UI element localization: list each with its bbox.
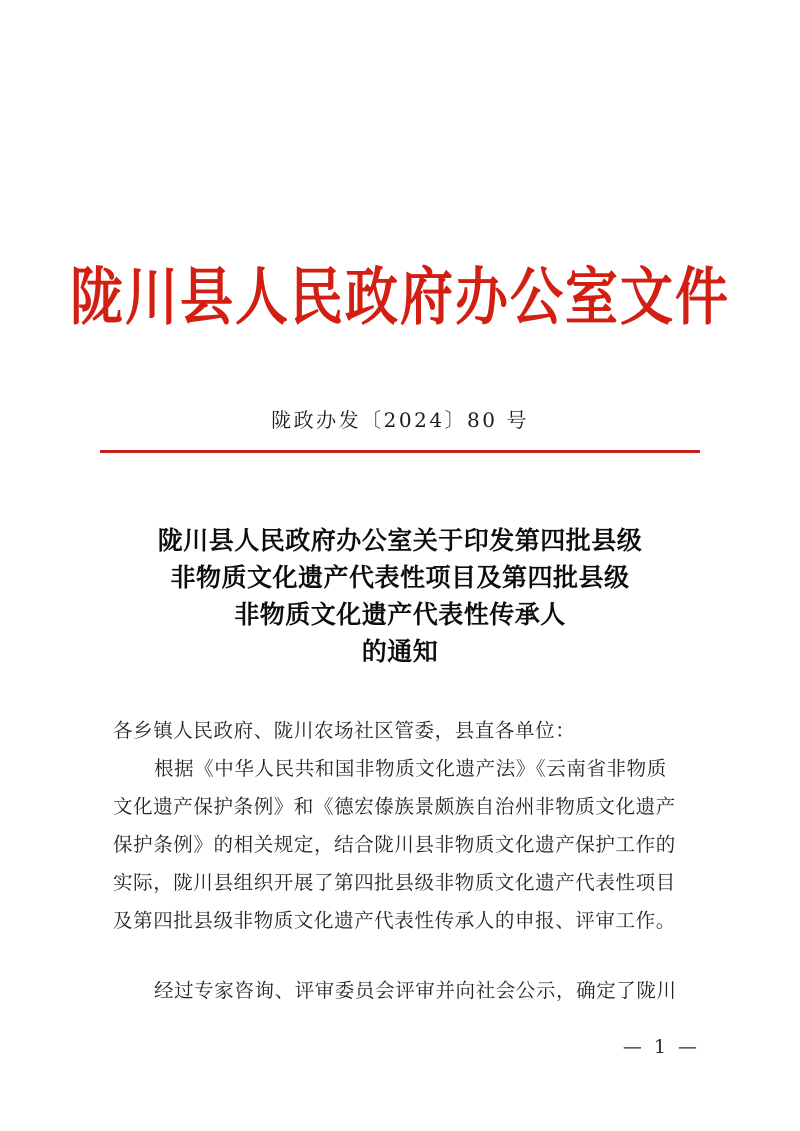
body-line: 文化遗产保护条例》和《德宏傣族景颇族自治州非物质文化遗产 (113, 795, 676, 818)
letterhead (0, 260, 800, 334)
letterhead-title: 陇川县人民政府办公室文件 (70, 260, 730, 334)
body-line: 根据《中华人民共和国非物质文化遗产法》《云南省非物质 (154, 757, 667, 780)
document-body (113, 712, 699, 1010)
title-line: 的通知 (361, 637, 439, 666)
page-title (100, 522, 700, 670)
salutation: 各乡镇人民政府、陇川农场社区管委，县直各单位： (113, 719, 576, 742)
body-line: 经过专家咨询、评审委员会评审并向社会公示，确定了陇川 (154, 979, 677, 1002)
body-line: 及第四批县级非物质文化遗产代表性传承人的申报、评审工作。 (113, 909, 676, 932)
page-number: — 1 — (622, 1036, 700, 1058)
document-number: 陇政办发〔2024〕80 号 (271, 408, 529, 432)
body-line: 保护条例》的相关规定，结合陇川县非物质文化遗产保护工作的 (113, 833, 676, 856)
body-line: 实际，陇川县组织开展了第四批县级非物质文化遗产代表性项目 (113, 871, 676, 894)
title-line: 陇川县人民政府办公室关于印发第四批县级 (157, 526, 643, 555)
paragraph-gap (113, 940, 699, 972)
title-line: 非物质文化遗产代表性传承人 (234, 600, 566, 629)
document-number-row (0, 404, 800, 433)
title-line: 非物质文化遗产代表性项目及第四批县级 (170, 563, 630, 592)
page-number-footer (100, 1036, 700, 1058)
red-separator-rule (100, 450, 700, 453)
